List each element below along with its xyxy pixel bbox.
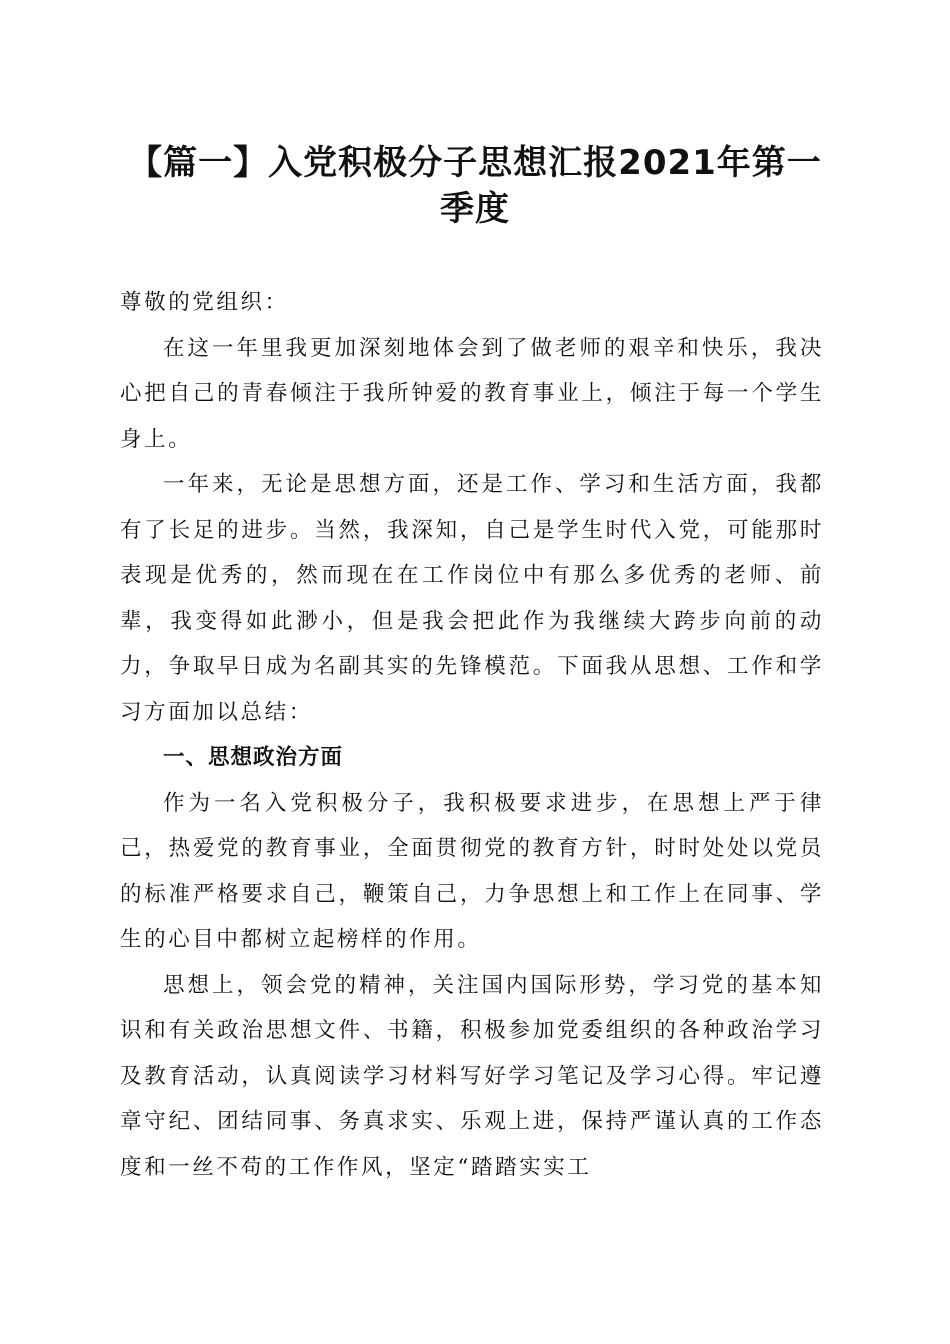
salutation: 尊敬的党组织：: [120, 290, 289, 315]
paragraph-section-2: 思想上，领会党的精神，关注国内国际形势，学习党的基本知识和有关政治思想文件、书籍，积极参加党委组织的各种政治学习及教育活动，认真阅读学习材料写好学习笔记及学习心得。牢记遵章守纪、团结同事、务真求实、乐观上进，保持严谨认真的工作态度和一丝不苟的工作作风，坚定“踏踏实实工: [120, 972, 824, 1180]
section-heading: 一、思想政治方面: [163, 745, 344, 770]
paragraph-intro-1: 在这一年里我更加深刻地体会到了做老师的艰辛和快乐，我决心把自己的青春倾注于我所钟爱的教育事业上，倾注于每一个学生身上。: [120, 335, 824, 452]
paragraph-section-1: 作为一名入党积极分子，我积极要求进步，在思想上严于律己，热爱党的教育事业，全面贯彻党的教育方针，时时处处以党员的标准严格要求自己，鞭策自己，力争思想上和工作上在同事、学生的心目中都树立起榜样的作用。: [120, 790, 824, 952]
document-body: [120, 280, 824, 1190]
paragraph-intro-2: 一年来，无论是思想方面，还是工作、学习和生活方面，我都有了长足的进步。当然，我深知，自己是学生时代入党，可能那时表现是优秀的，然而现在在工作岗位中有那么多优秀的老师、前辈，我变得如此渺小，但是我会把此作为我继续大跨步向前的动力，争取早日成为名副其实的先锋模范。下面我从思想、工作和学习方面加以总结：: [120, 472, 824, 725]
document-title: 【篇一】入党积极分子思想汇报2021年第一季度: [128, 143, 822, 229]
